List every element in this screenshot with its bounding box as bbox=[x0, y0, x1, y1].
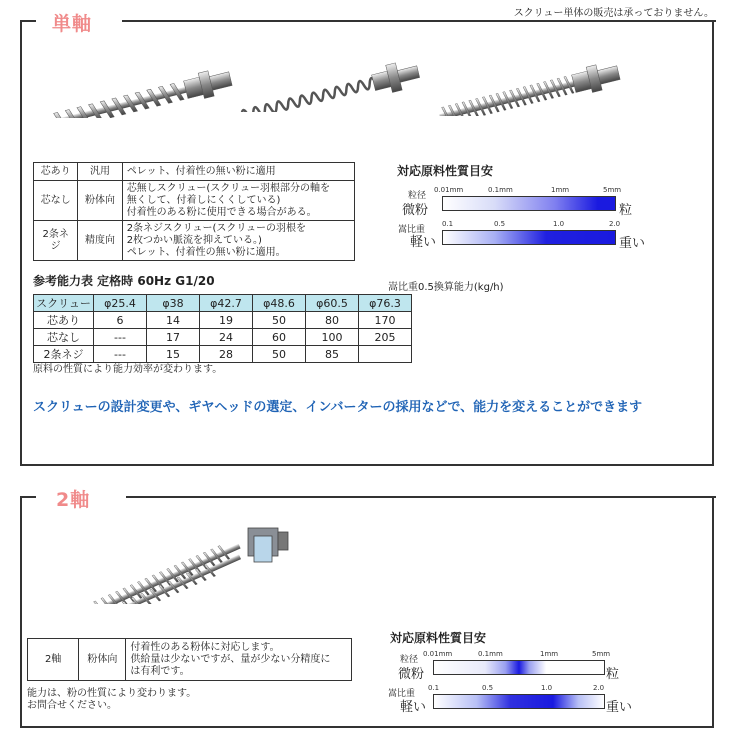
particle-size-range-bar bbox=[442, 196, 616, 211]
particle-size-label: 粒径 bbox=[408, 191, 427, 201]
table-row bbox=[34, 181, 355, 221]
tick-label: 1mm bbox=[551, 186, 570, 194]
value-cell: 50 bbox=[253, 346, 306, 363]
header-cell: スクリュー bbox=[34, 295, 94, 312]
double-thread-screw-image bbox=[432, 52, 627, 116]
bulk-density-range-bar bbox=[433, 694, 605, 709]
bulk-density-light-label: 軽い bbox=[400, 700, 427, 715]
desc-cell: 付着性のある粉体に対応します。 供給量は少ないですが、量が少ない分精度に は有利です。 bbox=[126, 639, 352, 681]
top-note: スクリュー単体の販売は承っておりません。 bbox=[513, 8, 714, 19]
value-cell: 85 bbox=[306, 346, 359, 363]
table-row bbox=[28, 639, 352, 681]
coreless-screw-image bbox=[232, 52, 422, 112]
use-cell: 粉体向 bbox=[78, 181, 122, 221]
particle-size-coarse-label: 粒 bbox=[619, 203, 633, 218]
tick-label: 0.1mm bbox=[488, 186, 513, 194]
tick-label: 5mm bbox=[603, 186, 622, 194]
tick-label: 1mm bbox=[540, 650, 559, 658]
twin-screw-image bbox=[78, 522, 298, 604]
capacity-table-title: 参考能力表 定格時 60Hz G1/20 bbox=[33, 274, 215, 288]
desc-cell: 芯無しスクリュー(スクリュー羽根部分の軸を 無くして、付着しにくくしている) 付着性のある粉に使用できる場合がある。 bbox=[122, 181, 354, 221]
table-row bbox=[34, 312, 412, 329]
value-cell: 24 bbox=[200, 329, 253, 346]
table-row bbox=[34, 346, 412, 363]
design-change-message: スクリューの設計変更や、ギヤヘッドの選定、インバーターの採用などで、能力を変えることができます bbox=[33, 400, 643, 415]
row-header-cell: 2条ネジ bbox=[34, 346, 94, 363]
tick-label: 0.1mm bbox=[478, 650, 503, 658]
header-cell: φ48.6 bbox=[253, 295, 306, 312]
value-cell: 205 bbox=[359, 329, 412, 346]
particle-size-range-bar bbox=[433, 660, 605, 675]
tick-label: 2.0 bbox=[593, 684, 605, 692]
section-title-twin: 2軸 bbox=[56, 489, 91, 511]
particle-size-coarse-label: 粒 bbox=[606, 667, 620, 682]
value-cell: 19 bbox=[200, 312, 253, 329]
capacity-table bbox=[33, 294, 412, 363]
tick-label: 2.0 bbox=[609, 220, 621, 228]
value-cell: --- bbox=[94, 346, 147, 363]
header-cell: φ25.4 bbox=[94, 295, 147, 312]
twin-capacity-note: 能力は、粉の性質により変わります。 お問合せください。 bbox=[27, 688, 197, 711]
bulk-density-heavy-label: 重い bbox=[606, 700, 633, 715]
particle-size-fine-label: 微粉 bbox=[402, 203, 429, 218]
row-header-cell: 芯あり bbox=[34, 312, 94, 329]
section-title-single: 単軸 bbox=[52, 13, 93, 35]
value-cell: 17 bbox=[147, 329, 200, 346]
value-cell bbox=[359, 346, 412, 363]
capacity-unit-note: 嵩比重0.5換算能力(kg/h) bbox=[388, 282, 504, 293]
cored-screw-image bbox=[44, 58, 234, 118]
bulk-density-light-label: 軽い bbox=[410, 235, 437, 250]
material-property-title: 対応原料性質目安 bbox=[397, 164, 494, 178]
bulk-density-range-bar bbox=[442, 230, 616, 245]
tick-label: 0.5 bbox=[482, 684, 494, 692]
use-cell: 精度向 bbox=[78, 221, 122, 261]
table-row bbox=[34, 329, 412, 346]
tick-label: 0.01mm bbox=[423, 650, 453, 658]
value-cell: 14 bbox=[147, 312, 200, 329]
bulk-density-heavy-label: 重い bbox=[619, 236, 646, 251]
value-cell: --- bbox=[94, 329, 147, 346]
tick-label: 0.5 bbox=[494, 220, 506, 228]
type-cell: 芯あり bbox=[34, 163, 78, 181]
header-cell: φ38 bbox=[147, 295, 200, 312]
value-cell: 28 bbox=[200, 346, 253, 363]
tick-label: 1.0 bbox=[553, 220, 565, 228]
value-cell: 50 bbox=[253, 312, 306, 329]
table-row bbox=[34, 221, 355, 261]
tick-label: 0.01mm bbox=[434, 186, 464, 194]
type-cell: 2軸 bbox=[28, 639, 79, 681]
screw-type-table bbox=[33, 162, 355, 261]
value-cell: 100 bbox=[306, 329, 359, 346]
particle-size-fine-label: 微粉 bbox=[398, 667, 425, 682]
type-cell: 2条ネジ bbox=[34, 221, 78, 261]
twin-screw-type-table bbox=[27, 638, 352, 681]
table-row bbox=[34, 163, 355, 181]
capacity-footnote: 原料の性質により能力効率が変わります。 bbox=[33, 364, 223, 375]
row-header-cell: 芯なし bbox=[34, 329, 94, 346]
use-cell: 粉体向 bbox=[79, 639, 126, 681]
value-cell: 60 bbox=[253, 329, 306, 346]
tick-label: 1.0 bbox=[541, 684, 553, 692]
header-cell: φ60.5 bbox=[306, 295, 359, 312]
value-cell: 80 bbox=[306, 312, 359, 329]
particle-size-label: 粒径 bbox=[400, 655, 419, 665]
table-row bbox=[34, 295, 412, 312]
desc-cell: ペレット、付着性の無い粉に適用 bbox=[122, 163, 354, 181]
bulk-density-label: 嵩比重 bbox=[388, 689, 416, 699]
tick-label: 5mm bbox=[592, 650, 611, 658]
bulk-density-label: 嵩比重 bbox=[398, 225, 426, 235]
tick-label: 0.1 bbox=[442, 220, 454, 228]
value-cell: 15 bbox=[147, 346, 200, 363]
material-property-title: 対応原料性質目安 bbox=[390, 631, 487, 645]
tick-label: 0.1 bbox=[428, 684, 440, 692]
header-cell: φ76.3 bbox=[359, 295, 412, 312]
use-cell: 汎用 bbox=[78, 163, 122, 181]
value-cell: 170 bbox=[359, 312, 412, 329]
value-cell: 6 bbox=[94, 312, 147, 329]
desc-cell: 2条ネジスクリュー(スクリューの羽根を 2枚つかい脈流を抑えている。) ペレット、付着性の無い粉に適用。 bbox=[122, 221, 354, 261]
type-cell: 芯なし bbox=[34, 181, 78, 221]
header-cell: φ42.7 bbox=[200, 295, 253, 312]
